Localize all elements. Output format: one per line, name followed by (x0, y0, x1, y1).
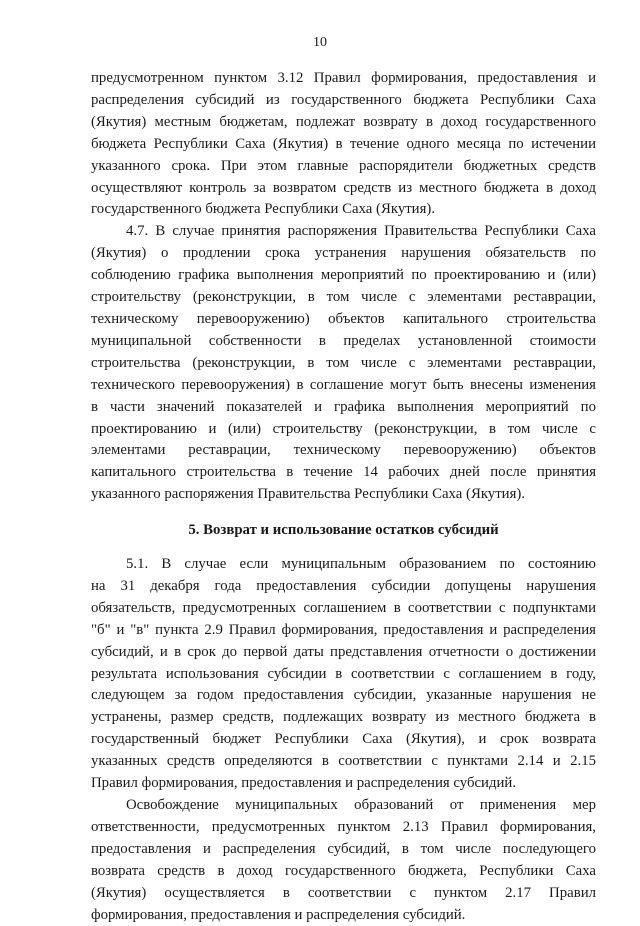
text-line: государственного бюджета Республики Саха (Якутия). (91, 201, 436, 218)
text-line: обязательств, предусмотренных соглашением в соответствии с подпунктами (91, 599, 596, 616)
paragraph (91, 554, 596, 795)
text-line: строительству (реконструкции, в том числе с элементами реставрации, (91, 289, 596, 306)
text-line: проектированию и (или) строительству (реконструкции, в том числе с (91, 420, 596, 437)
text-line: "б" и "в" пункта 2.9 Правил формирования, предоставления и распределения (91, 621, 596, 638)
text-line: предусмотренном пунктом 3.12 Правил формирования, предоставления и (91, 70, 596, 86)
paragraph (91, 795, 596, 926)
text-line: предоставления и распределения субсидий, в том числе последующего (91, 840, 596, 857)
section-heading: 5. Возврат и использование остатков субсидий (188, 522, 499, 539)
text-line: муниципальной собственности в пределах установленной стоимости (91, 332, 596, 349)
text-line: технического перевооружения) в соглашение могут быть внесены изменения (91, 376, 596, 393)
text-line: 4.7. В случае принятия распоряжения Правительства Республики Саха (126, 223, 596, 240)
text-line: (Якутия) местным бюджетам, подлежат возврату в доход государственного (91, 113, 596, 130)
text-line: указанных средств определяются в соответствии с пунктами 2.14 и 2.15 (91, 753, 596, 770)
text-line: (Якутия) о продлении срока устранения нарушения обязательств по (91, 245, 596, 262)
paragraph-group-section-4 (91, 68, 596, 506)
text-line: устранены, размер средств, подлежащих возврату из местного бюджета в (91, 709, 596, 726)
text-line: формирования, предоставления и распределения субсидий. (91, 906, 466, 923)
text-line: соблюдению графика выполнения мероприятий по проектированию и (или) (91, 267, 596, 284)
paragraph (91, 68, 596, 221)
page-number: 10 (313, 35, 327, 50)
text-line: осуществляют контроль за возвратом средств из местного бюджета в доход (91, 179, 596, 196)
text-line: распределения субсидий из государственного бюджета Республики Саха (91, 91, 596, 108)
paragraph (91, 221, 596, 506)
text-line: (Якутия) осуществляется в соответствии с пунктом 2.17 Правил (91, 884, 596, 901)
text-line: 5.1. В случае если муниципальным образованием по состоянию (126, 556, 596, 573)
text-line: возврата средств в доход государственного бюджета, Республики Саха (91, 862, 596, 879)
text-line: результата использования субсидии в соответствии с соглашением в году, (91, 665, 596, 682)
text-line: строительства (реконструкции, в том числе с элементами реставрации, (91, 354, 596, 371)
document-body (91, 68, 596, 926)
text-line: капитального строительства в течение 14 рабочих дней после принятия (91, 464, 596, 481)
text-line: ответственности, предусмотренных пунктом 2.13 Правил формирования, (91, 818, 596, 835)
text-line: бюджета Республики Саха (Якутия) в течение одного месяца по истечении (91, 135, 596, 152)
text-line: Освобождение муниципальных образований от применения мер (126, 797, 596, 813)
paragraph-group-section-5 (91, 554, 596, 926)
text-line: на 31 декабря года предоставления субсидии допущены нарушения (91, 577, 596, 594)
text-line: указанного срока. При этом главные распорядители бюджетных средств (91, 157, 596, 174)
text-line: указанного распоряжения Правительства Республики Саха (Якутия). (91, 486, 526, 503)
text-line: техническому перевооружению) объектов капитального строительства (91, 310, 596, 327)
text-line: элементами реставрации, техническому перевооружению) объектов (91, 442, 596, 459)
text-line: в части значений показателей и графика выполнения мероприятий по (91, 398, 596, 415)
text-line: Правил формирования, предоставления и распределения субсидий. (91, 775, 517, 792)
text-line: государственный бюджет Республики Саха (Якутия), и срок возврата (91, 731, 596, 748)
text-line: субсидий, и в срок до первой даты представления отчетности о достижении (91, 643, 596, 660)
text-line: следующем за годом предоставления субсидии, указанные нарушения не (91, 687, 596, 704)
